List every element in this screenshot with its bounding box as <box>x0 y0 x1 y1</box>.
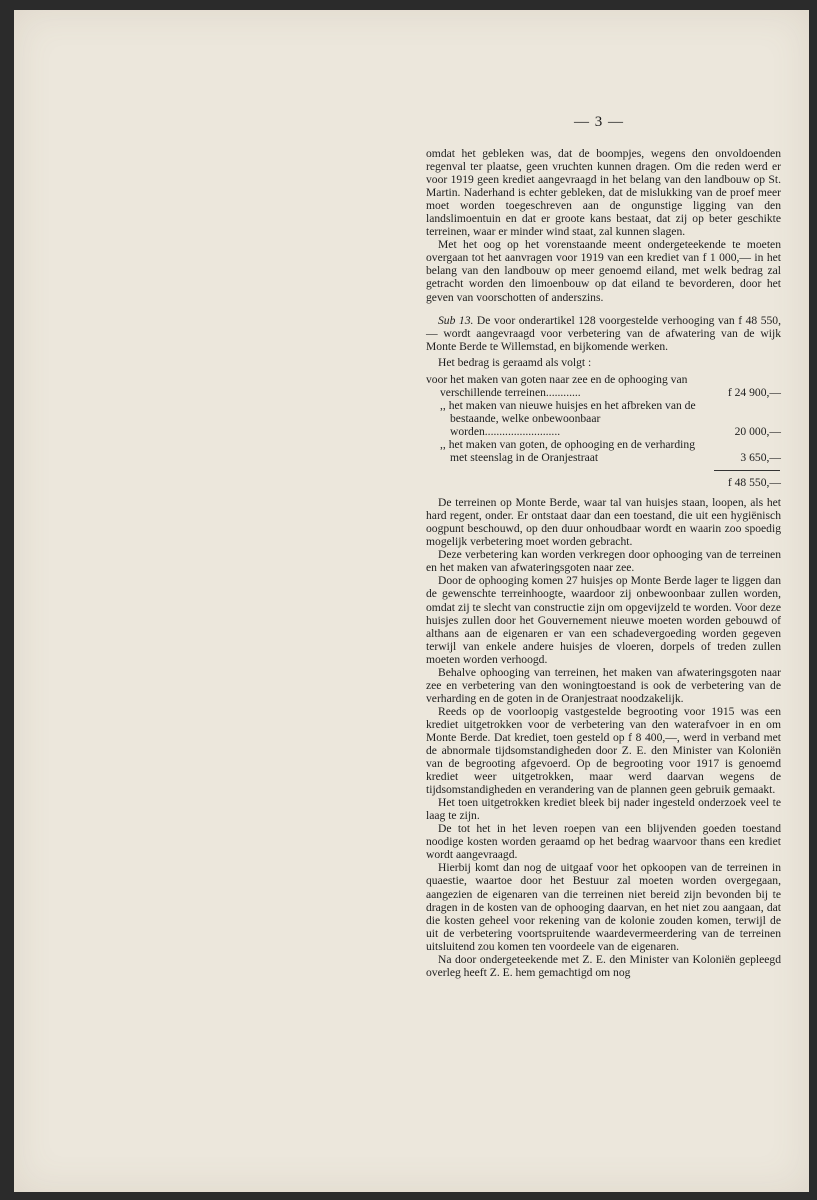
paragraph-13: Na door ondergeteekende met Z. E. den Minister van Koloniën gepleegd overleg heeft Z. E. hem gemachtigd om nog <box>426 952 781 979</box>
cost-value: f 24 900,— <box>727 385 781 399</box>
paragraph-8: Behalve ophooging van terreinen, het maken van afwateringsgoten naar zee en verbetering van den woningtoestand is ook de verbetering van de verharding en de goten in de Oranjestraat noodzakelijk. <box>426 665 781 705</box>
paragraph-6: Deze verbetering kan worden verkregen door ophooging van de terreinen en het maken van afwateringsgoten naar zee. <box>426 548 781 575</box>
paragraph-sub-13 <box>426 314 781 353</box>
page-number: — 3 — <box>574 114 624 130</box>
sub-heading: Sub 13. <box>438 313 474 327</box>
paragraph-2: Met het oog op het vorenstaande meent ondergeteekende te moeten overgaan tot het aanvragen voor 1919 van een krediet van f 1 000,— in het belang van den landbouw op meer genoemd eiland, met welk bedrag zal getracht worden den limoenbouw op dat eiland te bevorderen, door het geven van voorschotten of anderszins. <box>426 238 781 304</box>
total-divider <box>714 470 780 471</box>
cost-row <box>426 399 781 438</box>
cost-row <box>426 373 781 399</box>
paragraph-12: Hierbij komt dan nog de uitgaaf voor het opkoopen van de terreinen in quaestie, waartoe door het Bestuur zal moeten worden overgegaan, aangezien de eigenaren van die terreinen niet bereid zijn bevonden bij te dragen in de kosten van de ophooging daarvan, en het niet zou aangaan, dat die kosten geheel voor rekening van de kolonie zouden komen, terwijl de uit de verbetering voortspruitende waardevermeerdering van de terreinen uitsluitend zou komen ten voordeele van de eigenaren. <box>426 861 781 953</box>
paragraph-10: Het toen uitgetrokken krediet bleek bij nader ingesteld onderzoek veel te laag te zijn. <box>426 796 781 823</box>
paragraph-4: Het bedrag is geraamd als volgt : <box>438 355 592 369</box>
cost-total: f 48 550,— <box>727 476 781 490</box>
cost-table <box>426 373 781 489</box>
document-page <box>14 10 809 1192</box>
cost-value: 3 650,— <box>740 451 781 465</box>
cost-description: voor het maken van goten naar zee en de ophooging van verschillende terreinen............ <box>426 372 688 399</box>
paragraph-11: De tot het in het leven roepen van een blijvenden goeden toestand noodige kosten worden geraamd op het bedrag waarvoor thans een krediet wordt aangevraagd. <box>426 822 781 862</box>
cost-description: ,, het maken van goten, de ophooging en de verharding met steenslag in de Oranjestraat <box>440 437 695 465</box>
paragraph-5: De terreinen op Monte Berde, waar tal van huisjes staan, loopen, als het hard regent, onder. Er ontstaat daar dan een toestand, die uit een hygiënisch oogpunt beschouwd, op den duur onhoudbaar wordt en waarin zoo spoedig mogelijk verbetering moet worden gebracht. <box>426 496 781 549</box>
cost-value: 20 000,— <box>734 424 781 438</box>
cost-description: ,, het maken van nieuwe huisjes en het afbreken van de bestaande, welke onbewoonbaar worden.......................... <box>440 398 696 438</box>
paragraph-3: De voor onderartikel 128 voorgestelde verhooging van f 48 550,— wordt aangevraagd voor verbetering van de afwatering van de wijk Monte Berde te Willemstad, en bijkomende werken. <box>426 313 781 353</box>
cost-row <box>426 438 781 464</box>
paragraph-7: Door de ophooging komen 27 huisjes op Monte Berde lager te liggen dan de gewenschte terreinhoogte, waardoor zij onbewoonbaar zullen worden, omdat zij te slecht van constructie zijn om opgevijzeld te worden. Voor deze huisjes zullen door het Gouvernement nieuwe moeten worden gebouwd of althans aan de eigenaren er van een schadevergoeding worden gegeven terwijl van enkele andere huisjes de vloeren, dorpels of treden zullen moeten worden verhoogd. <box>426 574 781 666</box>
paragraph-1: omdat het gebleken was, dat de boompjes, wegens den onvoldoenden regenval ter plaatse, geen vruchten kunnen dragen. Om die reden werd er voor 1919 geen krediet aangevraagd in het belang van den landbouw op St. Martin. Naderhand is echter gebleken, dat de mislukking van de proef meer moet worden toegeschreven aan de ongunstige ligging van den landslimoentuin en dat er groote kans bestaat, dat zij op beter geschikte terreinen, waar er minder wind staat, zal kunnen slagen. <box>426 147 781 239</box>
paragraph-9: Reeds op de voorloopig vastgestelde begrooting voor 1915 was een krediet uitgetrokken voor de verbetering van den waterafvoer in en om Monte Berde. Dat krediet, toen gesteld op f 8 400,—, werd in verband met de abnormale tijdsomstandigheden door Z. E. den Minister van Koloniën van de begrooting afgevoerd. Op de begrooting voor 1917 is genoemd krediet weer uitgetrokken, maar werd daarvan wegens de tijdsomstandigheden en verandering van de plannen geen gebruik gemaakt. <box>426 704 781 797</box>
body-text <box>426 147 781 979</box>
